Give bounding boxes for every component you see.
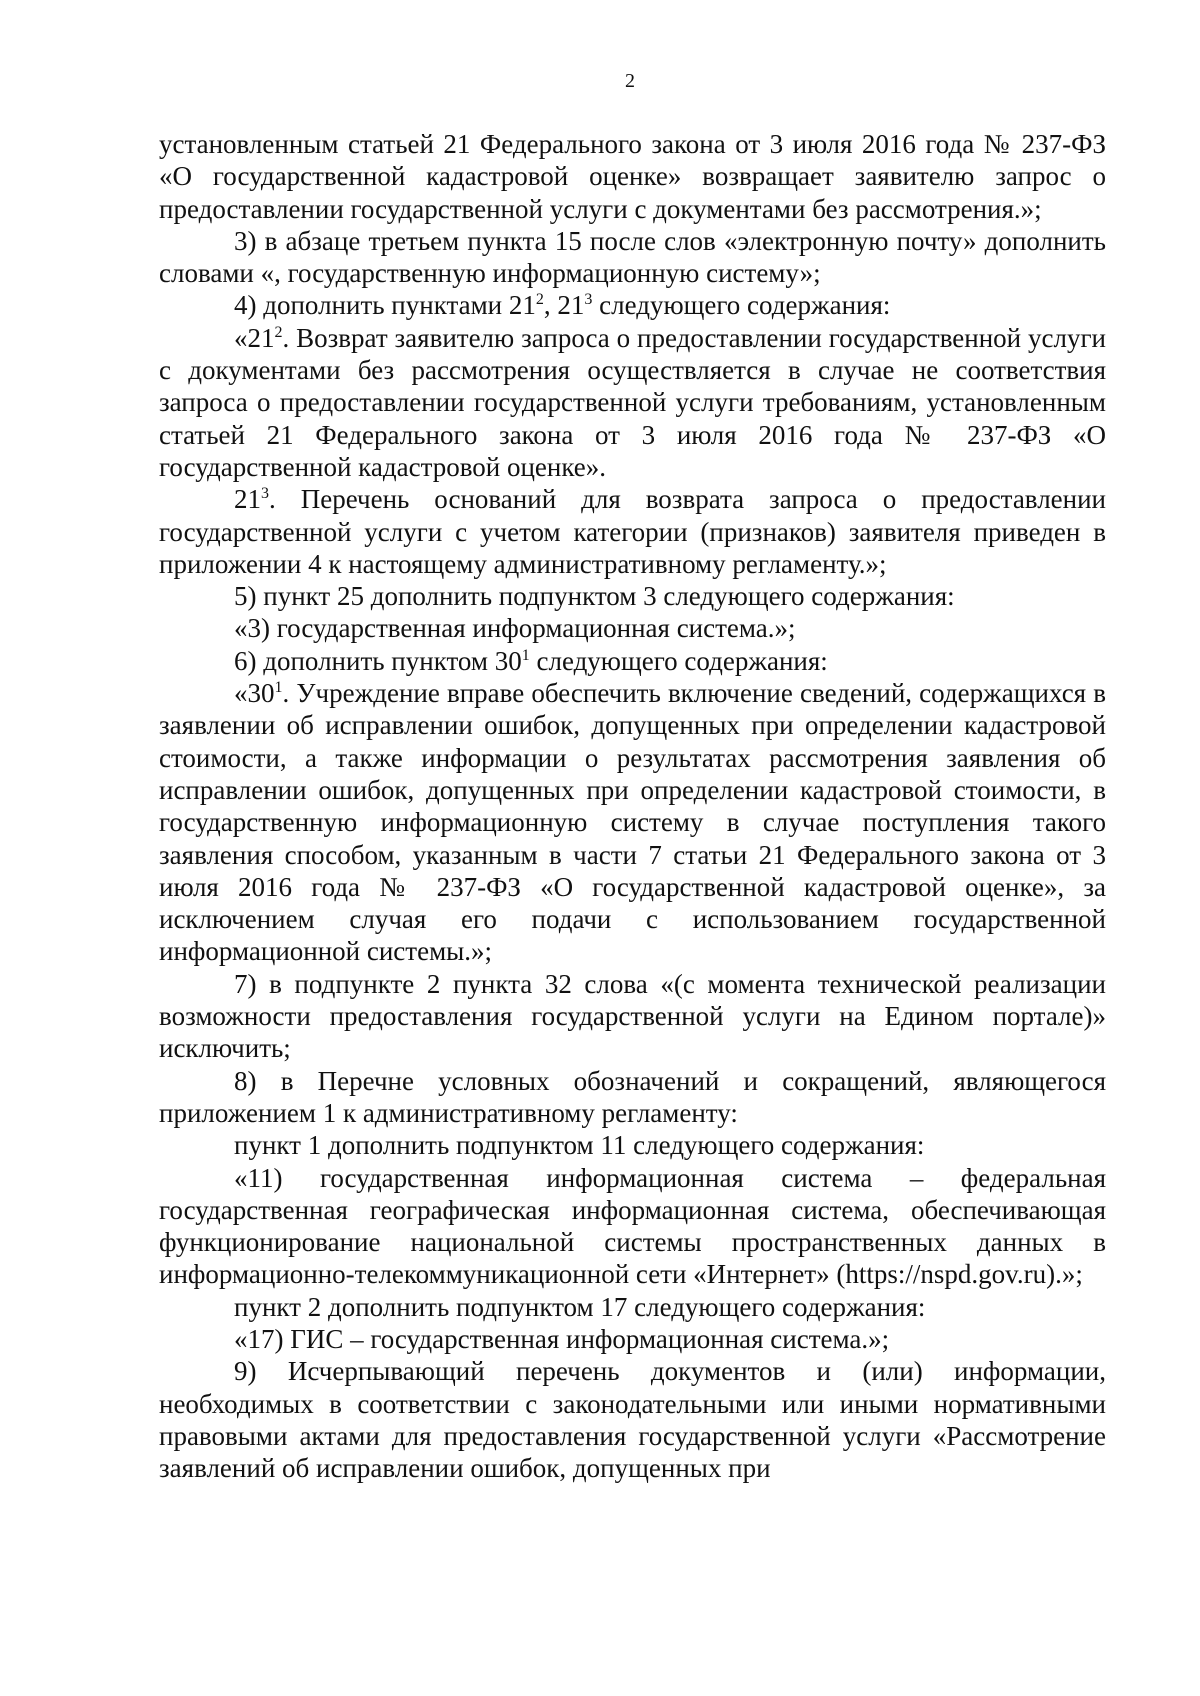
superscript: 2 <box>274 323 283 341</box>
paragraph-subitem-11: «11) государственная информационная система – федеральная государственная географическая информационная система, обеспечивающая функционирование национальной системы пространственных данных в информационно-телекоммуникационной сети «Интернет» (https://nspd.gov.ru).»; <box>159 1162 1106 1290</box>
page-number: 2 <box>625 70 635 92</box>
text-fragment: . Учреждение вправе обеспечить включение сведений, содержащихся в заявлении об исправлении ошибок, допущенных при определении кадастровой стоимости, а также информации о результатах рассмотрения заявления об исправлении ошибок, допущенных при определении кадастровой стоимости, в государственную информационную систему в случае поступления такого заявления способом, указанным в части 7 статьи 21 Федерального закона от 3 июля 2016 года № 237-ФЗ «О государственной кадастровой оценке», за исключением случая его подачи с использованием государственной информационной системы.»; <box>159 678 1106 967</box>
paragraph-item-5: 5) пункт 25 дополнить подпунктом 3 следующего содержания: <box>234 581 955 612</box>
text-fragment: следующего содержания: <box>592 290 891 321</box>
superscript: 3 <box>584 291 593 309</box>
paragraph-item-8: 8) в Перечне условных обозначений и сокращений, являющегося приложением 1 к административному регламенту: <box>159 1065 1106 1128</box>
text-fragment: «30 <box>234 678 275 709</box>
paragraph-continuation: установленным статьей 21 Федерального закона от 3 июля 2016 года № 237-ФЗ «О государственной кадастровой оценке» возвращает заявителю запрос о предоставлении государственной услуги с документами без рассмотрения.»; <box>159 129 1106 224</box>
text-fragment: 21 <box>234 484 261 515</box>
paragraph-point-1-addition: пункт 1 дополнить подпунктом 11 следующего содержания: <box>234 1130 925 1161</box>
paragraph-point-30-1 <box>159 677 1106 968</box>
paragraph-point-2-addition: пункт 2 дополнить подпунктом 17 следующего содержания: <box>234 1291 926 1322</box>
superscript: 1 <box>274 679 283 697</box>
text-fragment: «21 <box>234 322 275 353</box>
text-fragment: . Возврат заявителю запроса о предоставлении государственной услуги с документами без рассмотрения осуществляется в случае не соответствия запроса о предоставлении государственной услуги требованиям, установленным статьей 21 Федерального закона от 3 июля 2016 года № 237-ФЗ «О государственной кадастровой оценке». <box>159 322 1106 482</box>
paragraph-point-21-3 <box>159 483 1106 580</box>
paragraph-item-6 <box>159 645 1106 677</box>
paragraph-item-7: 7) в подпункте 2 пункта 32 слова «(с момента технической реализации возможности предоставления государственной услуги на Едином портале)» исключить; <box>159 968 1106 1064</box>
superscript: 3 <box>261 485 269 503</box>
text-fragment: . Перечень оснований для возврата запроса о предоставлении государственной услуги с учетом категории (признаков) заявителя приведен в приложении 4 к настоящему административному регламенту.»; <box>159 484 1106 579</box>
paragraph-subitem-17: «17) ГИС – государственная информационная система.»; <box>234 1323 890 1354</box>
document-body <box>159 128 1106 1484</box>
paragraph-item-9: 9) Исчерпывающий перечень документов и (или) информации, необходимых в соответствии с законодательными или иными нормативными правовыми актами для предоставления государственной услуги «Рассмотрение заявлений об исправлении ошибок, допущенных при <box>159 1356 1106 1484</box>
text-fragment: , 21 <box>543 290 585 321</box>
paragraph-subitem-3: «3) государственная информационная система.»; <box>234 613 796 644</box>
text-fragment: 6) дополнить пунктом 30 <box>234 645 522 676</box>
superscript: 2 <box>535 291 544 309</box>
text-fragment: следующего содержания: <box>529 645 828 676</box>
paragraph-item-4 <box>159 289 1106 321</box>
paragraph-item-3: 3) в абзаце третьем пункта 15 после слов «электронную почту» дополнить словами «, государственную информационную систему»; <box>159 225 1106 289</box>
text-fragment: 4) дополнить пунктами 21 <box>234 290 536 321</box>
paragraph-point-21-2 <box>159 322 1106 483</box>
superscript: 1 <box>521 646 530 664</box>
